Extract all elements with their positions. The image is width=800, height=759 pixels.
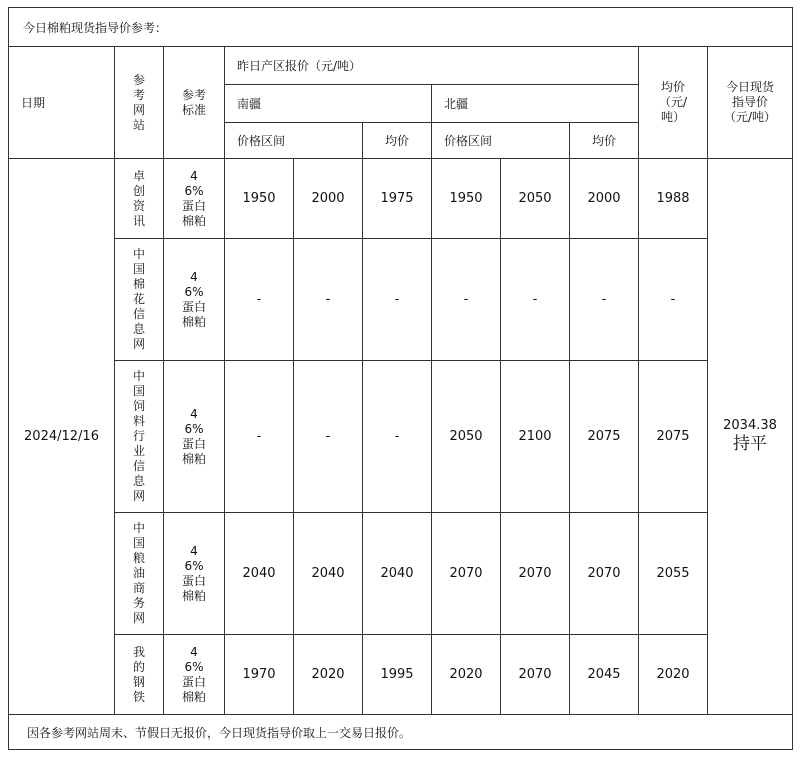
price-table (8, 7, 793, 750)
south-avg-cell: 1995 (363, 635, 432, 715)
south-high-cell: 2000 (294, 159, 363, 239)
standard-cell: 46%蛋白棉粕 (164, 361, 225, 513)
north-avg-cell: 2075 (570, 361, 639, 513)
table-row (9, 513, 793, 635)
north-high-cell: 2100 (501, 361, 570, 513)
site-cell: 我的钢铁 (115, 635, 164, 715)
footer-note: 因各参考网站周末、节假日无报价，今日现货指导价取上一交易日报价。 (9, 715, 793, 750)
header-north-range: 价格区间 (432, 123, 570, 159)
avg-cell: 2020 (639, 635, 708, 715)
table-row (9, 159, 793, 239)
table-row (9, 361, 793, 513)
north-low-cell: 2050 (432, 361, 501, 513)
north-high-cell: 2070 (501, 635, 570, 715)
north-high-cell: 2050 (501, 159, 570, 239)
site-cell: 中国饲料行业信息网 (115, 361, 164, 513)
north-avg-cell: - (570, 239, 639, 361)
north-high-cell: - (501, 239, 570, 361)
north-low-cell: 2070 (432, 513, 501, 635)
south-avg-cell: 1975 (363, 159, 432, 239)
header-south-avg: 均价 (363, 123, 432, 159)
site-cell: 中国粮油商务网 (115, 513, 164, 635)
south-high-cell: 2020 (294, 635, 363, 715)
header-standard: 参考标准 (164, 47, 225, 159)
today-price-value: 2034.38 (723, 418, 777, 433)
table-title: 今日棉粕现货指导价参考： (9, 8, 793, 47)
north-avg-cell: 2070 (570, 513, 639, 635)
header-south: 南疆 (225, 85, 432, 123)
today-price-cell (708, 159, 793, 715)
avg-cell: 2075 (639, 361, 708, 513)
south-avg-cell: 2040 (363, 513, 432, 635)
north-low-cell: 1950 (432, 159, 501, 239)
south-low-cell: - (225, 361, 294, 513)
standard-cell: 46%蛋白棉粕 (164, 635, 225, 715)
today-price-trend: 持平 (733, 434, 768, 454)
south-low-cell: - (225, 239, 294, 361)
site-cell: 卓创资讯 (115, 159, 164, 239)
south-high-cell: - (294, 361, 363, 513)
south-low-cell: 1950 (225, 159, 294, 239)
avg-cell: - (639, 239, 708, 361)
standard-cell: 46%蛋白棉粕 (164, 513, 225, 635)
header-avg: 均价（元/吨） (639, 47, 708, 159)
north-high-cell: 2070 (501, 513, 570, 635)
south-low-cell: 2040 (225, 513, 294, 635)
south-high-cell: 2040 (294, 513, 363, 635)
header-date: 日期 (9, 47, 115, 159)
header-north: 北疆 (432, 85, 639, 123)
avg-cell: 1988 (639, 159, 708, 239)
north-avg-cell: 2045 (570, 635, 639, 715)
table-row (9, 239, 793, 361)
table-row (9, 635, 793, 715)
north-low-cell: - (432, 239, 501, 361)
header-north-avg: 均价 (570, 123, 639, 159)
south-low-cell: 1970 (225, 635, 294, 715)
date-cell: 2024/12/16 (9, 159, 115, 715)
standard-cell: 46%蛋白棉粕 (164, 239, 225, 361)
standard-cell: 46%蛋白棉粕 (164, 159, 225, 239)
site-cell: 中国棉花信息网 (115, 239, 164, 361)
header-yesterday-quote: 昨日产区报价（元/吨） (225, 47, 639, 85)
avg-cell: 2055 (639, 513, 708, 635)
header-site: 参考网站 (115, 47, 164, 159)
header-south-range: 价格区间 (225, 123, 363, 159)
south-avg-cell: - (363, 239, 432, 361)
south-high-cell: - (294, 239, 363, 361)
south-avg-cell: - (363, 361, 432, 513)
north-avg-cell: 2000 (570, 159, 639, 239)
north-low-cell: 2020 (432, 635, 501, 715)
header-today-price: 今日现货指导价（元/吨） (708, 47, 793, 159)
